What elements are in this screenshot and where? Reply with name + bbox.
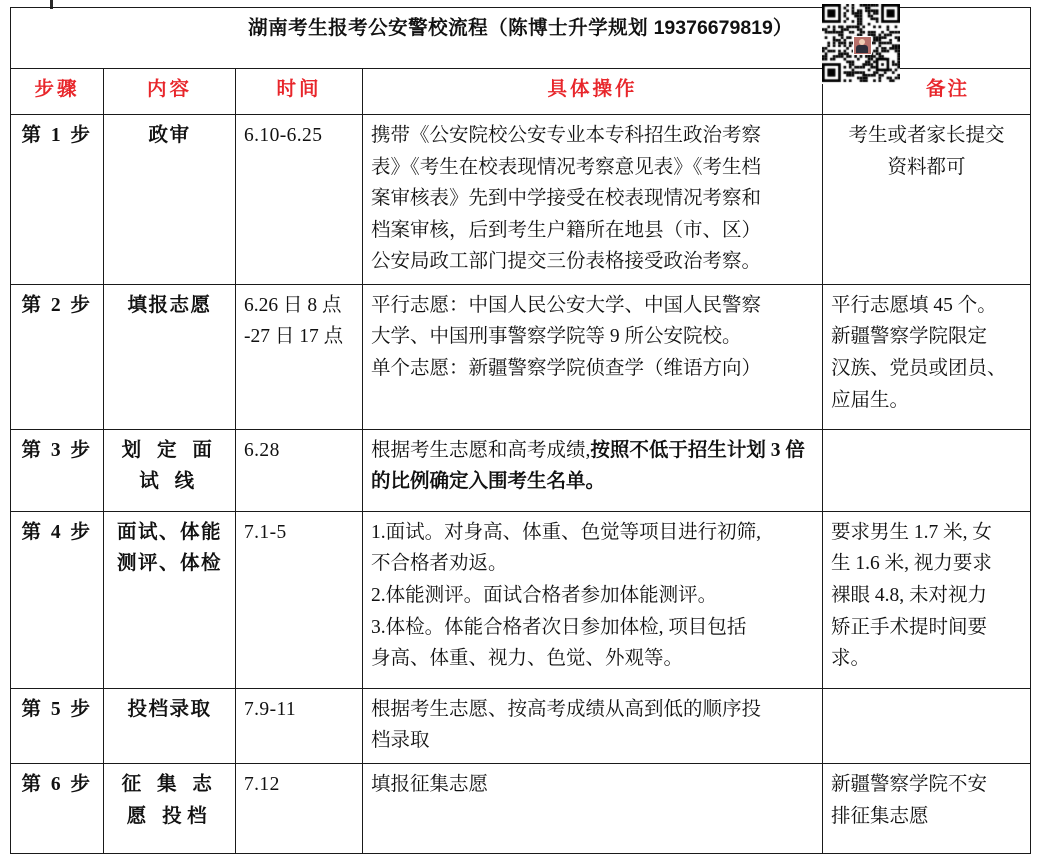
remark-line: 新疆警察学院限定 [831, 326, 988, 348]
operation-line: 2.体能测评。面试合格者参加体能测评。 [371, 585, 718, 607]
content-label: 征 集 志 愿 投档 [104, 764, 236, 854]
operation-text [363, 511, 823, 688]
time-label: 6.10-6.25 [236, 115, 363, 285]
operation-text [363, 429, 823, 511]
remark-line: 求。 [831, 648, 871, 670]
operation-line: 公安局政工部门提交三份表格接受政治考察。 [371, 251, 762, 273]
content-label: 投档录取 [104, 688, 236, 763]
step-label: 第 4 步 [11, 511, 104, 688]
table-row [11, 284, 1031, 429]
operation-line: 携带《公安院校公安专业本专科招生政治考察 [371, 125, 762, 146]
time-line: -27 日 17 点 [244, 326, 344, 348]
operation-text [363, 764, 823, 854]
remark-line: 裸眼 4.8, 未对视力 [831, 585, 988, 607]
column-header-content: 内容 [104, 69, 236, 115]
operation-line: 不合格者劝返。 [371, 553, 508, 575]
title-phone: 19376679819 [653, 17, 773, 39]
time-label: 6.28 [236, 429, 363, 511]
content-label: 面试、体能 测评、体检 [104, 511, 236, 688]
title-tail: ） [772, 18, 793, 39]
operation-segment-bold: 划 3 倍的比例确定入围考生名单。 [371, 439, 805, 493]
column-header-step: 步骤 [11, 69, 104, 115]
step-label: 第 2 步 [11, 284, 104, 429]
remark-line: 平行志愿填 45 个。 [831, 294, 997, 316]
step-label: 第 6 步 [11, 764, 104, 854]
remark-text [823, 284, 1031, 429]
remark-text [823, 511, 1031, 688]
operation-segment-bold: 按照不低于招生计 [590, 439, 747, 461]
time-label [236, 284, 363, 429]
qr-code[interactable] [822, 4, 900, 84]
column-header-operation: 具体操作 [363, 69, 823, 115]
operation-line: 3.体检。体能合格者次日参加体检, 项目包括 [371, 616, 747, 638]
column-header-time: 时间 [236, 69, 363, 115]
admission-process-table [10, 7, 1031, 854]
operation-text [363, 284, 823, 429]
operation-line: 档录取 [371, 730, 430, 752]
remark-line: 排征集志愿 [831, 805, 929, 827]
operation-line: 案审核表》先到中学接受在校表现情况考察和 [371, 188, 762, 210]
qr-avatar [853, 36, 872, 55]
time-label: 7.12 [236, 764, 363, 854]
step-label: 第 1 步 [11, 115, 104, 285]
title-text: 湖南考生报考公安警校流程（陈博士升学规划 [248, 18, 654, 39]
table-row [11, 764, 1031, 854]
remark-text [823, 764, 1031, 854]
time-line: 6.26 日 8 点 [244, 294, 342, 316]
operation-line: 表》《考生在校表现情况考察意见表》《考生档 [371, 156, 762, 178]
operation-line: 单个志愿：新疆警察学院侦查学（维语方向） [371, 358, 762, 380]
remark-line: 要求男生 1.7 米, 女 [831, 521, 992, 543]
remark-line: 考生或者家长提交 [848, 125, 1005, 146]
operation-text [363, 115, 823, 285]
time-label: 7.9-11 [236, 688, 363, 763]
operation-line: 平行志愿：中国人民公安大学、中国人民警察 [371, 294, 762, 316]
operation-line: 身高、体重、视力、色觉、外观等。 [371, 648, 684, 670]
avatar-body [856, 45, 868, 53]
time-label: 7.1-5 [236, 511, 363, 688]
operation-line: 大学、中国刑事警察学院等 9 所公安院校。 [371, 326, 742, 348]
operation-line: 1.面试。对身高、体重、色觉等项目进行初筛, [371, 521, 762, 543]
remark-line: 矫正手术提时间要 [831, 616, 988, 638]
remark-line: 应届生。 [831, 389, 910, 411]
content-label: 划 定 面 试 线 [104, 429, 236, 511]
remark-text [823, 429, 1031, 511]
table-row [11, 115, 1031, 285]
operation-line: 根据考生志愿、按高考成绩从高到低的顺序投 [371, 698, 762, 720]
remark-line: 汉族、党员或团员、 [831, 358, 1007, 380]
remark-text [823, 688, 1031, 763]
step-label: 第 3 步 [11, 429, 104, 511]
operation-text [363, 688, 823, 763]
remark-line: 资料都可 [887, 156, 966, 178]
operation-line: 填报征集志愿 [371, 774, 489, 796]
operation-segment: 根据考生志愿和高考成绩, [371, 439, 591, 461]
table-row [11, 511, 1031, 688]
operation-line: 档案审核，后到考生户籍所在地县（市、区） [371, 219, 762, 241]
remark-line: 新疆警察学院不安 [831, 774, 988, 796]
column-header-remark: 备注 [823, 69, 1031, 115]
remark-line: 生 1.6 米, 视力要求 [831, 553, 992, 575]
remark-text [823, 115, 1031, 285]
content-label: 填报志愿 [104, 284, 236, 429]
content-label: 政审 [104, 115, 236, 285]
table-row [11, 688, 1031, 763]
table-row [11, 429, 1031, 511]
step-label: 第 5 步 [11, 688, 104, 763]
